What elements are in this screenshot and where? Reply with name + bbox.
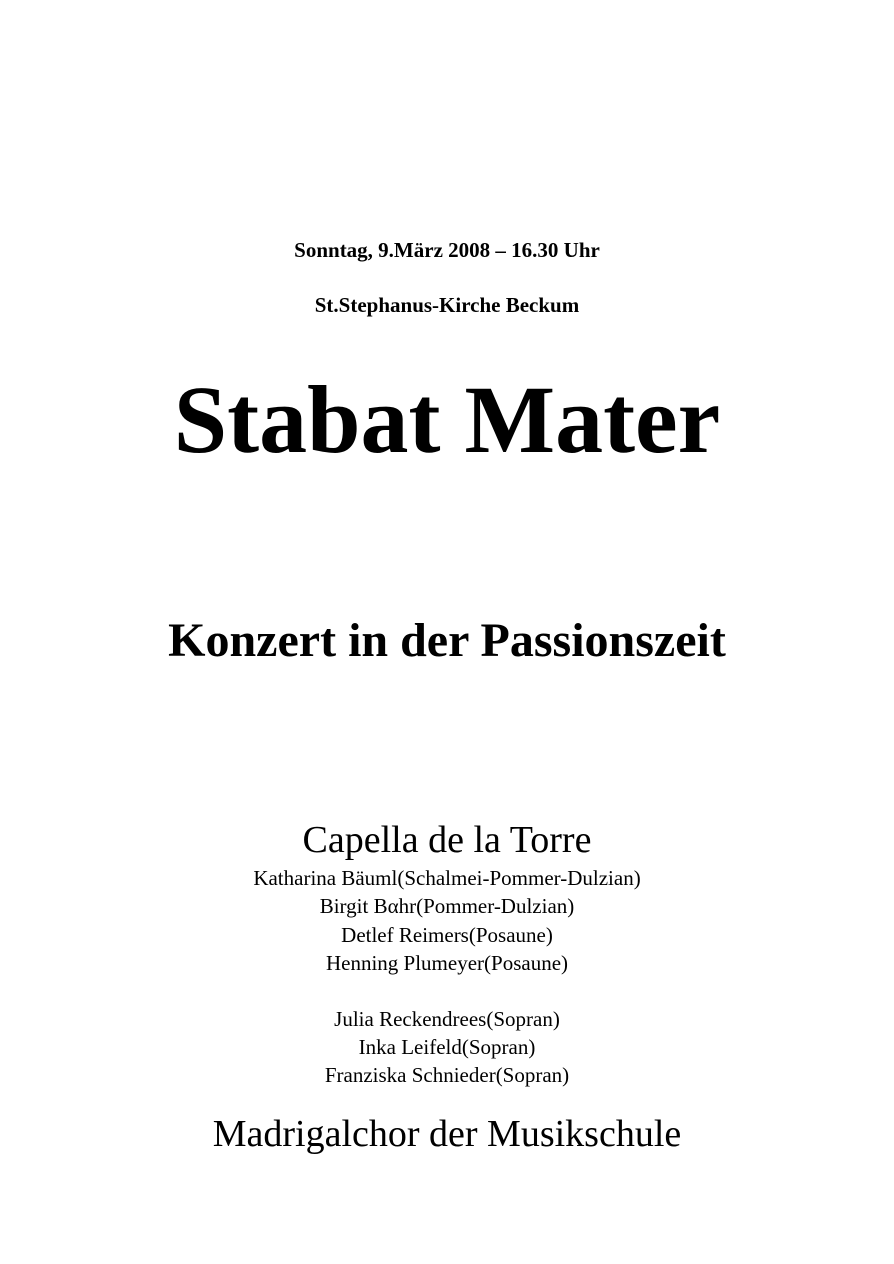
ensemble-member: Detlef Reimers(Posaune) [341, 923, 553, 947]
soloist: Franziska Schnieder(Sopran) [324, 1063, 570, 1087]
soloist: Julia Reckendrees(Sopran) [334, 1007, 560, 1031]
event-date-time: Sonntag, 9.März 2008 – 16.30 Uhr [294, 238, 600, 262]
choir-name: Madrigalchor der Musikschule [212, 1113, 682, 1155]
concert-subtitle: Konzert in der Passionszeit [168, 614, 726, 667]
soloist: Inka Leifeld(Sopran) [358, 1035, 536, 1059]
ensemble-member: Henning Plumeyer(Posaune) [325, 951, 569, 975]
ensemble-member: Katharina Bäuml(Schalmei-Pommer-Dulzian) [253, 866, 641, 890]
concert-title: Stabat Mater [173, 366, 721, 473]
ensemble-name: Capella de la Torre [302, 819, 592, 861]
event-venue: St.Stephanus-Kirche Beckum [314, 293, 580, 317]
ensemble-member: Birgit Bαhr(Pommer-Dulzian) [319, 894, 575, 918]
